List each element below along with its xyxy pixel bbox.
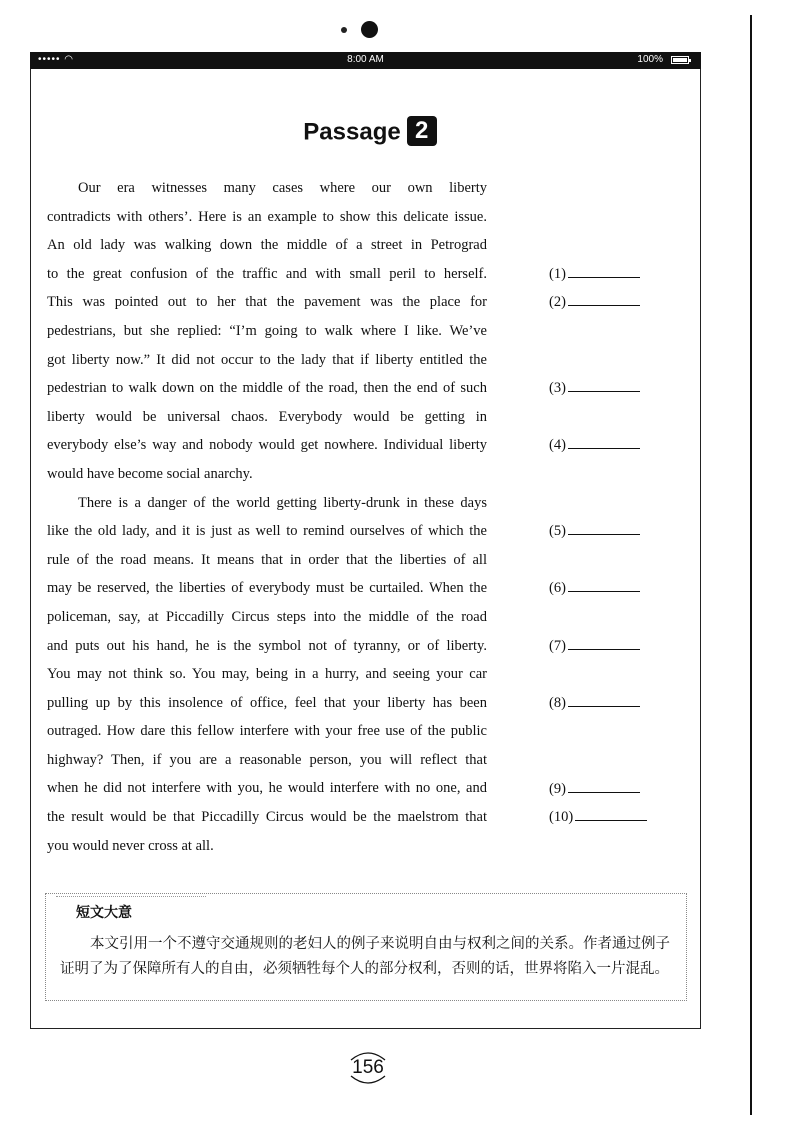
passage-line: pedestrian to walk down on the middle of the road, then the end of such	[47, 380, 487, 397]
passage-line: and puts out his hand, he is the symbol not of tyranny, or of liberty.	[47, 637, 487, 654]
status-time: 8:00 AM	[347, 54, 384, 65]
passage-title-text: Passage	[303, 118, 401, 146]
passage-line: pulling up by this insolence of office, feel that your liberty has been	[47, 694, 487, 711]
passage-line: pedestrians, but she replied: “I’m going to walk where I like. We’ve	[47, 322, 487, 339]
passage-line: policeman, say, at Piccadilly Circus steps into the middle of the road	[47, 608, 487, 625]
answer-blank-line[interactable]	[568, 375, 640, 392]
summary-text	[60, 932, 680, 982]
answer-blank-line[interactable]	[568, 518, 640, 535]
answer-blank-line[interactable]	[568, 776, 640, 793]
answer-blank-label: (5)	[549, 523, 566, 540]
page-margin-rule	[750, 15, 752, 1115]
passage-line: everybody else’s way and nobody would get nowhere. Individual liberty	[47, 437, 487, 454]
passage-line: This was pointed out to her that the pavement was the place for	[47, 294, 487, 311]
camera-dots	[341, 20, 381, 40]
answer-blank[interactable]	[549, 431, 640, 460]
answer-blank[interactable]	[549, 632, 640, 661]
answer-blank-line[interactable]	[568, 261, 640, 278]
answer-blank-line[interactable]	[575, 804, 647, 821]
passage-line: like the old lady, and it is just as well to remind ourselves of which the	[47, 523, 487, 540]
passage-body	[47, 174, 487, 860]
answer-blank[interactable]	[549, 374, 640, 403]
answer-blank[interactable]	[549, 517, 640, 546]
passage-line: when he did not interfere with you, he would interfere with no one, and	[47, 780, 487, 797]
answer-blank-label: (7)	[549, 637, 566, 654]
passage-line: liberty would be universal chaos. Everybody would be getting in	[47, 408, 487, 425]
passage-line: contradicts with others’. Here is an example to show this delicate issue.	[47, 208, 487, 225]
passage-line: to the great confusion of the traffic and with small peril to herself.	[47, 265, 487, 282]
page-number-text: 156	[352, 1057, 384, 1078]
passage-line: outraged. How dare this fellow interfere with your free use of the public	[47, 723, 487, 740]
answer-blank-label: (9)	[549, 780, 566, 797]
camera-dot-small	[341, 27, 347, 33]
answer-blank-label: (6)	[549, 580, 566, 597]
battery-percent: 100%	[637, 54, 663, 65]
answer-blank[interactable]	[549, 260, 640, 289]
summary-text-content: 本文引用一个不遵守交通规则的老妇人的例子来说明自由与权利之间的关系。作者通过例子证明了为了保障所有人的自由，必须牺牲每个人的部分权利，否则的话，世界将陷入一片混乱。	[60, 936, 670, 977]
answer-blank-label: (10)	[549, 809, 574, 826]
answer-blank-line[interactable]	[568, 690, 640, 707]
answer-blank-label: (1)	[549, 265, 566, 282]
answer-blank[interactable]	[549, 574, 640, 603]
answer-blank[interactable]	[549, 803, 647, 832]
answer-blank-line[interactable]	[568, 289, 640, 306]
signal-icon: ••••• ◠	[38, 54, 75, 65]
summary-label-rule	[56, 896, 206, 897]
passage-line: You may not think so. You may, being in a hurry, and seeing your car	[47, 666, 487, 683]
passage-line: rule of the road means. It means that in order that the liberties of all	[47, 551, 487, 568]
camera-dot-large	[361, 21, 378, 38]
passage-number-badge: 2	[407, 116, 437, 146]
passage-line: Our era witnesses many cases where our own liberty	[78, 180, 487, 196]
passage-line: There is a danger of the world getting liberty-drunk in these days	[78, 494, 487, 511]
summary-label: 短文大意	[76, 905, 132, 921]
answer-blank-label: (2)	[549, 294, 566, 311]
status-bar	[30, 52, 701, 69]
passage-line: An old lady was walking down the middle of a street in Petrograd	[47, 237, 487, 254]
answer-blank-line[interactable]	[568, 432, 640, 449]
passage-line: got liberty now.” It did not occur to the lady that if liberty entitled the	[47, 351, 487, 368]
passage-line: the result would be that Piccadilly Circus would be the maelstrom that	[47, 809, 487, 826]
answer-blank-line[interactable]	[568, 575, 640, 592]
passage-line: may be reserved, the liberties of everybody must be curtailed. When the	[47, 580, 487, 597]
answer-blank-label: (4)	[549, 437, 566, 454]
answer-blank-line[interactable]	[568, 633, 640, 650]
answer-blank[interactable]	[549, 775, 640, 804]
passage-line: would have become social anarchy.	[47, 465, 253, 482]
page-number	[345, 1048, 391, 1088]
passage-title	[0, 118, 740, 148]
answer-blank[interactable]	[549, 288, 640, 317]
passage-line: highway? Then, if you are a reasonable person, you will reflect that	[47, 751, 487, 768]
answer-blank-label: (8)	[549, 694, 566, 711]
summary-box	[45, 893, 687, 1001]
answer-blank[interactable]	[549, 689, 640, 718]
passage-line: you would never cross at all.	[47, 837, 214, 854]
answer-blank-label: (3)	[549, 380, 566, 397]
battery-icon	[671, 56, 689, 64]
